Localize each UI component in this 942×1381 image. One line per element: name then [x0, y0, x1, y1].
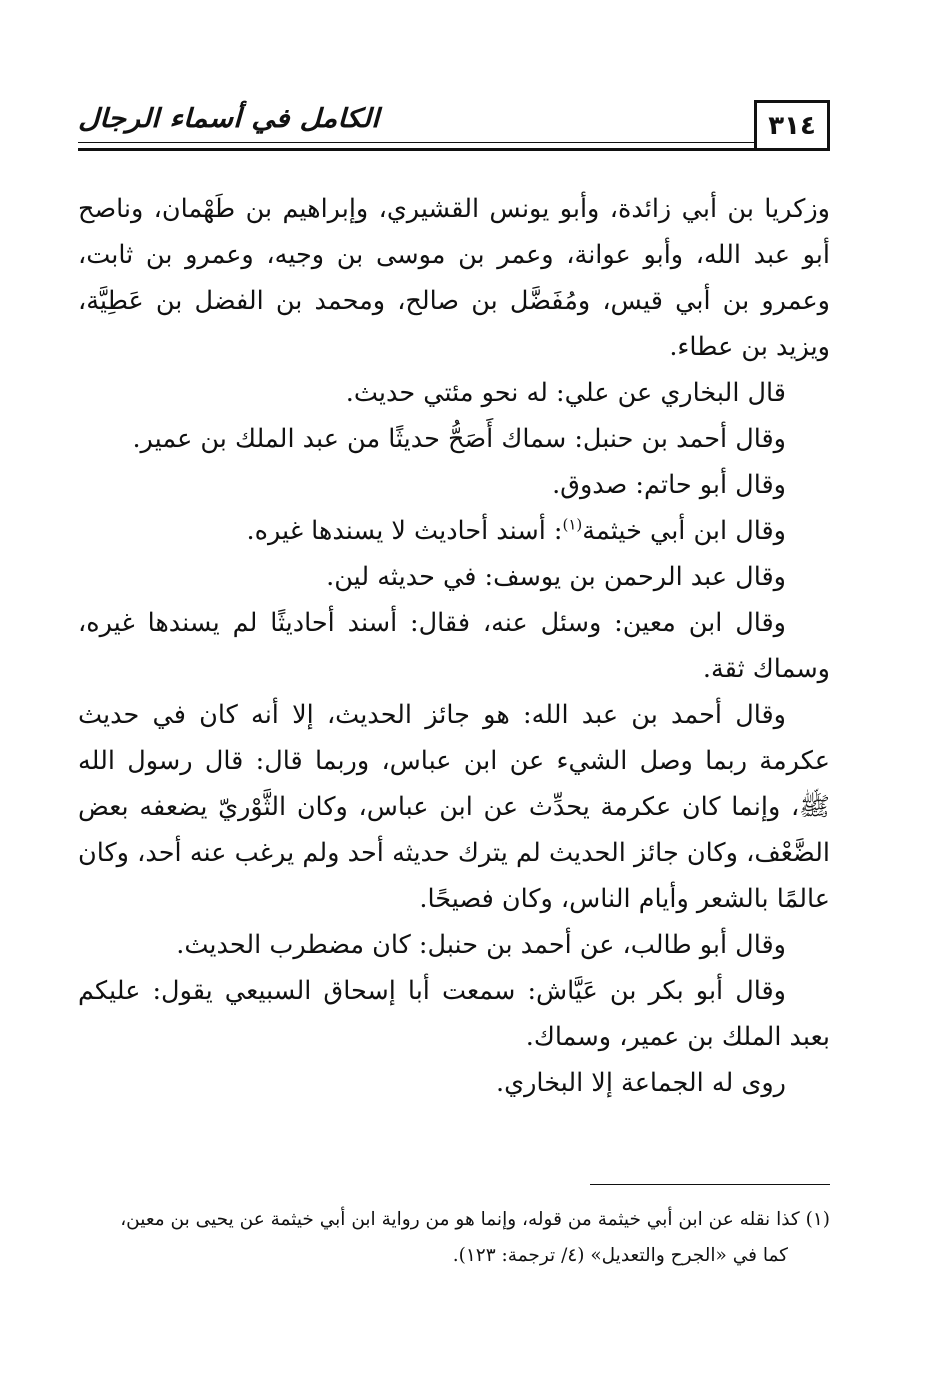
main-text: [78, 186, 830, 1106]
paragraph-ahmad: وقال أحمد بن حنبل: سماك أَصَحُّ حديثًا من عبد الملك بن عمير.: [132, 424, 786, 454]
running-header: [78, 100, 830, 158]
footnote-line-1: (١) كذا نقله عن ابن أبي خيثمة من قوله، وإنما هو من رواية ابن أبي خيثمة عن يحيى بن معين،: [120, 1209, 830, 1230]
paragraph-ibn-main: وقال ابن معين: وسئل عنه، فقال: أسند أحاديثًا لم يسندها غيره، وسماك ثقة.: [78, 608, 830, 684]
header-rule-thick: [78, 148, 830, 151]
khaythama-before: وقال ابن أبي خيثمة: [582, 516, 786, 546]
paragraph-narrators: وزكريا بن أبي زائدة، وأبو يونس القشيري، وإبراهيم بن طَهْمان، وناصح أبو عبد الله، وأبو عوانة، وعمر بن موسى بن وجيه، وعمرو بن ثابت، وعمرو بن أبي قيس، ومُفَضَّل بن صالح، ومحمد بن الفضل بن عَطِيَّة، ويزيد بن عطاء.: [78, 194, 830, 362]
paragraph-jamaah: روى له الجماعة إلا البخاري.: [496, 1068, 786, 1098]
footnote: [78, 1202, 830, 1274]
book-title: الكامل في أسماء الرجال: [78, 104, 380, 134]
paragraph-bukhari: قال البخاري عن علي: له نحو مئتي حديث.: [345, 378, 786, 408]
footnote-ref[interactable]: (١): [562, 515, 583, 534]
paragraph-abu-talib: وقال أبو طالب، عن أحمد بن حنبل: كان مضطرب الحديث.: [176, 930, 786, 960]
footnote-separator: [590, 1184, 830, 1185]
paragraph-ahmad-bin-abd-allah: وقال أحمد بن عبد الله: هو جائز الحديث، إلا أنه كان في حديث عكرمة ربما وصل الشيء عن ابن عباس، وربما قال: قال رسول الله ﷺ، وإنما كان عكرمة يحدِّث عن ابن عباس، وكان الثَّوْريّ يضعفه بعض الضَّعْف، وكان جائز الحديث لم يترك حديثه أحد ولم يرغب عنه أحد، وكان عالمًا بالشعر وأيام الناس، وكان فصيحًا.: [78, 700, 830, 914]
header-rule: [78, 142, 830, 143]
paragraph-abd-al-rahman: وقال عبد الرحمن بن يوسف: في حديثه لين.: [326, 562, 786, 592]
footnote-line-2: كما في «الجرح والتعديل» (٤/ ترجمة: ١٢٣).: [452, 1245, 788, 1266]
page-number: ٣١٤: [768, 110, 816, 141]
paragraph-ibn-abi-khaythama: [78, 508, 830, 554]
paragraph-abu-hatim: وقال أبو حاتم: صدوق.: [552, 470, 786, 500]
page-number-box: [754, 100, 830, 148]
paragraph-abu-bakr: وقال أبو بكر بن عَيَّاش: سمعت أبا إسحاق السبيعي يقول: عليكم بعبد الملك بن عمير، وسماك.: [78, 976, 830, 1052]
khaythama-after: : أسند أحاديث لا يسندها غيره.: [246, 516, 563, 546]
